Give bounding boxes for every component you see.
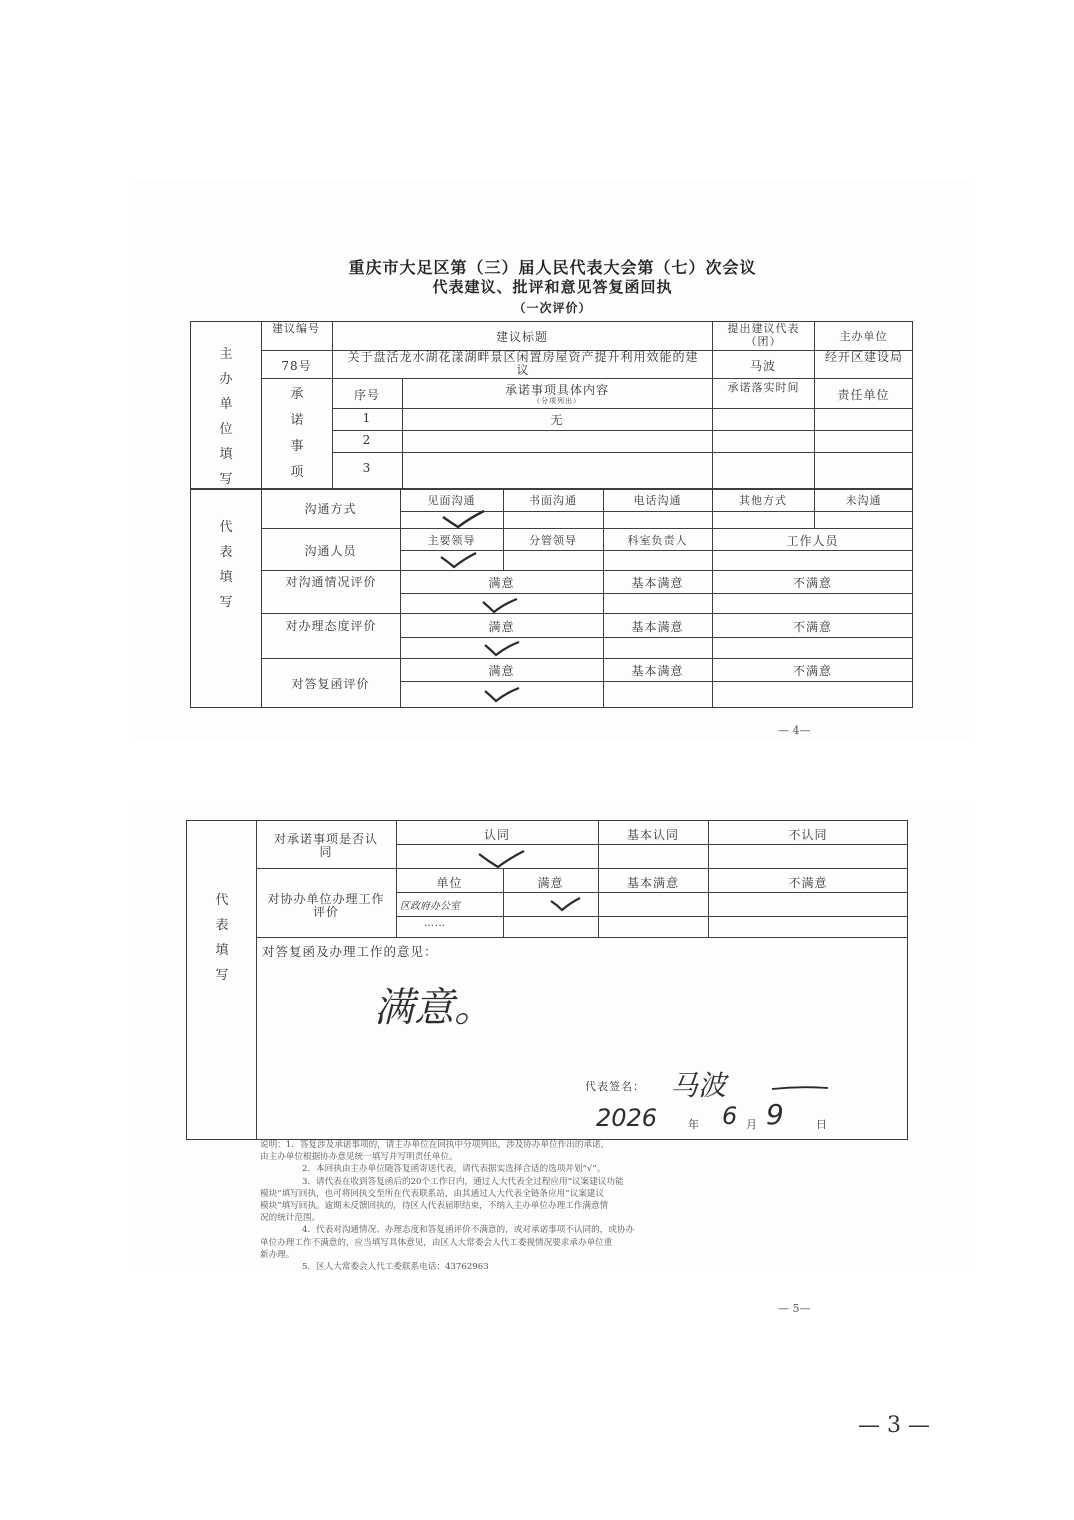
proposer-name: 马波 (749, 359, 776, 373)
co-unit-eval-label: 对协办单位办理工作评价 (267, 892, 385, 919)
commit-1-content: 无 (550, 413, 564, 427)
note-line: 模块”填写回执。逾期未反馈回执的，待区人代表届职结束，不纳入主办单位办理工作满意情 (260, 1201, 609, 1212)
eval-reply-unsat: 不满意 (792, 664, 832, 678)
disagree-opt: 不认同 (788, 828, 828, 842)
date-month-char: 月 (746, 1118, 758, 1131)
comm-opt-face: 见面沟通 (427, 494, 476, 507)
eval-comm-label: 对沟通情况评价 (285, 575, 377, 589)
check-mark-icon (480, 596, 520, 616)
header-resp-unit: 责任单位 (837, 388, 890, 402)
header-proposal-no: 建议编号 (272, 322, 320, 335)
proposal-title: 关于盘活龙水湖花漾湖畔景区闲置房屋资产提升利用效能的建议 (347, 350, 699, 377)
form-title-line1: 重庆市大足区第（三）届人民代表大会第（七）次会议 (348, 258, 757, 277)
person-opt-deputy: 分管领导 (529, 534, 577, 547)
note-line: 5．区人大常委会人代工委联系电话：43762963 (302, 1262, 489, 1273)
proposal-no: 78号 (281, 359, 312, 373)
date-day-char: 日 (816, 1118, 828, 1131)
comm-opt-other: 其他方式 (739, 494, 787, 507)
opinion-handwritten: 满意。 (374, 985, 494, 1031)
note-line: 模块”填写回执，也可将回执交至所在代表联系站，由其通过人大代表全链条应用“议案建议 (260, 1188, 604, 1199)
note-line: 3．请代表在收到答复函后的20个工作日内，通过人大代表全过程应用“议案建议功能 (302, 1176, 624, 1187)
opinion-label: 对答复函及办理工作的意见： (262, 944, 438, 959)
co-unit-dots: …… (424, 918, 446, 929)
check-mark-icon (440, 508, 486, 530)
check-mark-icon (482, 639, 522, 659)
eval-attitude-sat: 满意 (488, 620, 515, 634)
person-opt-main: 主要领导 (427, 534, 476, 547)
header-commit-content: 承诺事项具体内容 (504, 383, 609, 397)
eval-comm-basic: 基本满意 (631, 576, 684, 590)
co-unit-handwritten: 区政府办公室 (400, 901, 460, 912)
inner-page-number-4: — 4— (778, 724, 811, 737)
notes-block (260, 1139, 900, 1273)
eval-attitude-unsat: 不满意 (792, 620, 832, 634)
eval-comm-sat: 满意 (488, 576, 515, 590)
person-opt-staff: 工作人员 (786, 534, 839, 548)
eval-attitude-label: 对办理态度评价 (285, 619, 377, 633)
header-commit-time: 承诺落实时间 (727, 381, 800, 394)
commit-label: 承诺事项 (290, 387, 304, 480)
comm-opt-none: 未沟通 (845, 494, 882, 507)
seq-3: 3 (362, 461, 372, 475)
eval-reply-sat: 满意 (488, 664, 515, 678)
co-unit-header: 单位 (436, 876, 463, 890)
basic-agree-opt: 基本认同 (626, 828, 679, 842)
date-year-handwritten: 2026 (596, 1104, 658, 1132)
header-proposer: 提出建议代表（团） (727, 322, 800, 348)
host-unit: 经开区建设局 (824, 350, 903, 364)
check-mark-icon (548, 895, 582, 913)
date-year-char: 年 (688, 1118, 700, 1131)
header-seq: 序号 (353, 388, 380, 402)
comm-opt-phone: 电话沟通 (633, 494, 682, 507)
header-commit-content-sub: （分项列出） (533, 397, 581, 405)
note-line: 说明：1．答复涉及承诺事项的，请主办单位在回执中分项列出，涉及协办单位作出的承诺， (260, 1140, 610, 1150)
header-host-unit: 主办单位 (839, 330, 888, 343)
seq-1: 1 (362, 411, 372, 425)
check-mark-icon (476, 848, 526, 870)
section-rep-label-2: 代表填写 (215, 893, 229, 983)
signature-stroke (770, 1084, 830, 1092)
date-day-handwritten: 9 (766, 1098, 784, 1131)
date-month-handwritten: 6 (722, 1102, 738, 1130)
signature-handwritten: 马波 (670, 1069, 727, 1102)
section-rep-label: 代表填写 (219, 520, 233, 610)
inner-page-number-5: — 5— (778, 1302, 811, 1315)
page-number: — 3 — (858, 1413, 930, 1438)
eval-attitude-basic: 基本满意 (631, 620, 684, 634)
co-sat-header: 满意 (537, 876, 564, 890)
note-line: 由主办单位根据协办意见统一填写并写明责任单位。 (260, 1152, 458, 1163)
note-line: 4．代表对沟通情况、办理态度和答复函评价不满意的，或对承诺事项不认同的，或协办 (302, 1225, 635, 1236)
eval-reply-basic: 基本满意 (631, 664, 684, 678)
note-line: 况的统计范围。 (260, 1213, 321, 1224)
section-host-label: 主办单位填写 (219, 347, 233, 487)
agree-label: 对承诺事项是否认同 (273, 832, 378, 859)
person-opt-section: 科室负责人 (627, 534, 688, 547)
check-mark-icon (438, 550, 478, 570)
note-line: 2．本回执由主办单位随答复函寄送代表，请代表据实选择合适的选项并划“√”。 (302, 1164, 606, 1175)
eval-reply-label: 对答复函评价 (291, 677, 370, 691)
sign-label: 代表签名： (585, 1080, 645, 1093)
form-title-line2: 代表建议、批评和意见答复函回执 (432, 278, 673, 296)
seq-2: 2 (362, 433, 372, 447)
note-line: 新办理。 (260, 1249, 295, 1260)
comm-person-label: 沟通人员 (304, 544, 357, 558)
comm-opt-written: 书面沟通 (529, 494, 577, 507)
comm-method-label: 沟通方式 (304, 502, 357, 516)
co-unsat-header: 不满意 (788, 876, 828, 890)
note-line: 单位办理工作不满意的，应当填写具体意见，由区人大常委会人代工委视情况要求承办单位重 (260, 1237, 613, 1248)
header-proposal-title: 建议标题 (495, 330, 548, 344)
agree-opt: 认同 (483, 828, 510, 842)
form-title-line3: （一次评价） (513, 301, 592, 315)
co-basic-header: 基本满意 (626, 876, 679, 890)
eval-comm-unsat: 不满意 (792, 576, 832, 590)
check-mark-icon (482, 685, 522, 705)
